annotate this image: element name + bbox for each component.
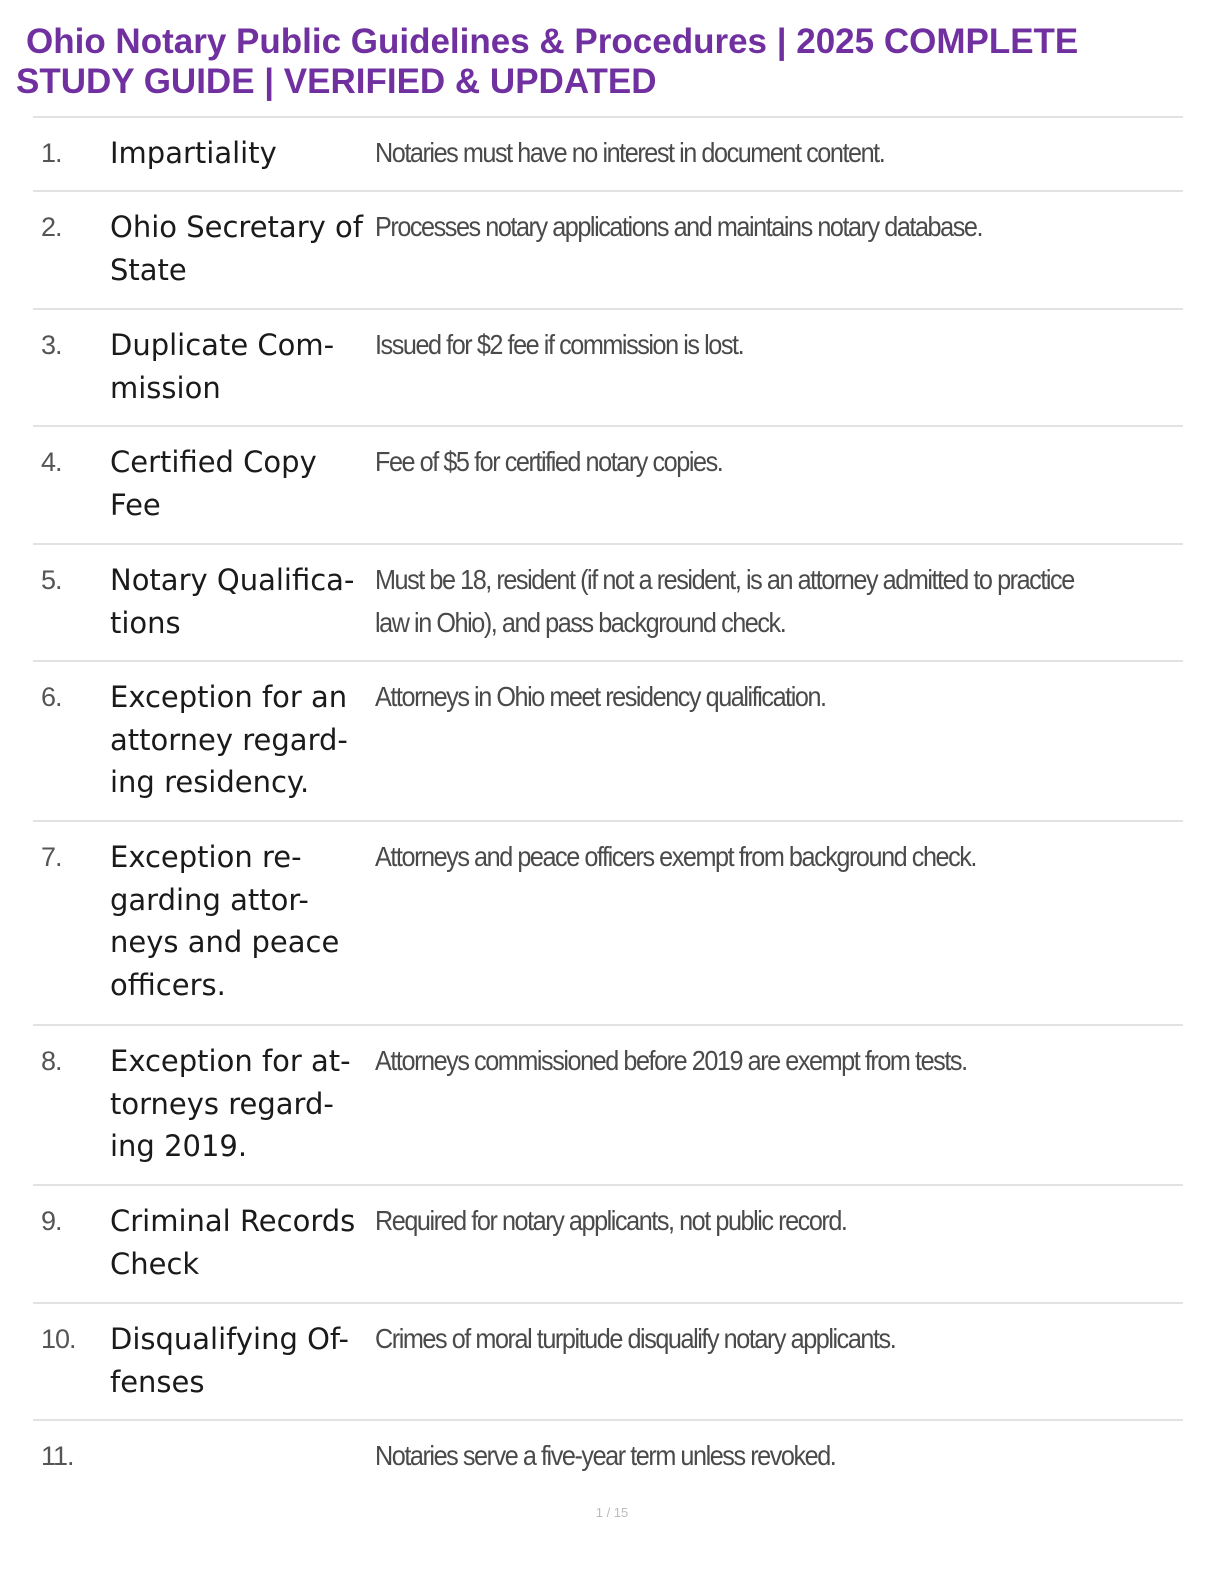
row-definition: Attorneys and peace officers exempt from background check. (375, 841, 976, 872)
row-term: Notary Qualifica-tions (110, 563, 355, 640)
row-definition: Fee of $5 for certified notary copies. (375, 446, 723, 477)
page-title: Ohio Notary Public Guidelines & Procedures | 2025 COMPLETE STUDY GUIDE | VERIFIED & UPDATED (16, 22, 1079, 101)
row-number: 1. (41, 138, 62, 168)
row-number: 4. (41, 447, 62, 477)
row-definition: Required for notary applicants, not public record. (375, 1205, 847, 1236)
row-number: 10. (41, 1324, 76, 1354)
row-number: 9. (41, 1206, 62, 1236)
table-row (33, 1302, 1183, 1419)
row-number: 2. (41, 212, 62, 242)
row-definition: Attorneys in Ohio meet residency qualification. (375, 681, 826, 712)
row-number: 5. (41, 565, 62, 595)
row-number: 8. (41, 1046, 62, 1076)
row-term: Exception re-garding attor-neys and peace officers. (110, 840, 340, 1002)
row-definition: Attorneys commissioned before 2019 are exempt from tests. (375, 1045, 967, 1076)
table-row (33, 116, 1183, 190)
row-term: Disqualifying Of-fenses (110, 1322, 350, 1399)
table-row (33, 1184, 1183, 1302)
row-definition: Must be 18, resident (if not a resident, is an attorney admitted to practice law in Ohio), and pass background check. (375, 564, 1074, 638)
row-number: 7. (41, 842, 62, 872)
row-definition: Processes notary applications and maintains notary database. (375, 211, 983, 242)
row-number: 6. (41, 682, 62, 712)
row-term (110, 1421, 375, 1435)
table-row (33, 1024, 1183, 1184)
row-term: Exception for at-torneys regard-ing 2019. (110, 1044, 351, 1163)
row-definition: Issued for $2 fee if commission is lost. (375, 329, 744, 360)
row-term: Certified Copy Fee (110, 445, 317, 522)
row-term: Impartiality (110, 136, 277, 170)
row-term: Ohio Secretary of State (110, 210, 363, 287)
row-definition: Notaries must have no interest in document content. (375, 137, 885, 168)
table-row (33, 308, 1183, 425)
table-row (33, 190, 1183, 308)
page-number: 1 / 15 (595, 1505, 629, 1520)
table-row (33, 820, 1183, 1024)
table-row (33, 543, 1183, 660)
table-row (33, 660, 1183, 820)
row-term: Exception for an attorney regard-ing residency. (110, 680, 348, 799)
glossary-table (33, 116, 1183, 1489)
row-term: Duplicate Com-mission (110, 328, 335, 405)
row-term: Criminal Records Check (110, 1204, 356, 1281)
row-definition: Crimes of moral turpitude disqualify notary applicants. (375, 1323, 896, 1354)
table-row (33, 1419, 1183, 1489)
table-row (33, 425, 1183, 543)
row-definition: Notaries serve a five-year term unless revoked. (375, 1440, 836, 1471)
row-number: 3. (41, 330, 62, 360)
row-number: 11. (41, 1441, 74, 1471)
